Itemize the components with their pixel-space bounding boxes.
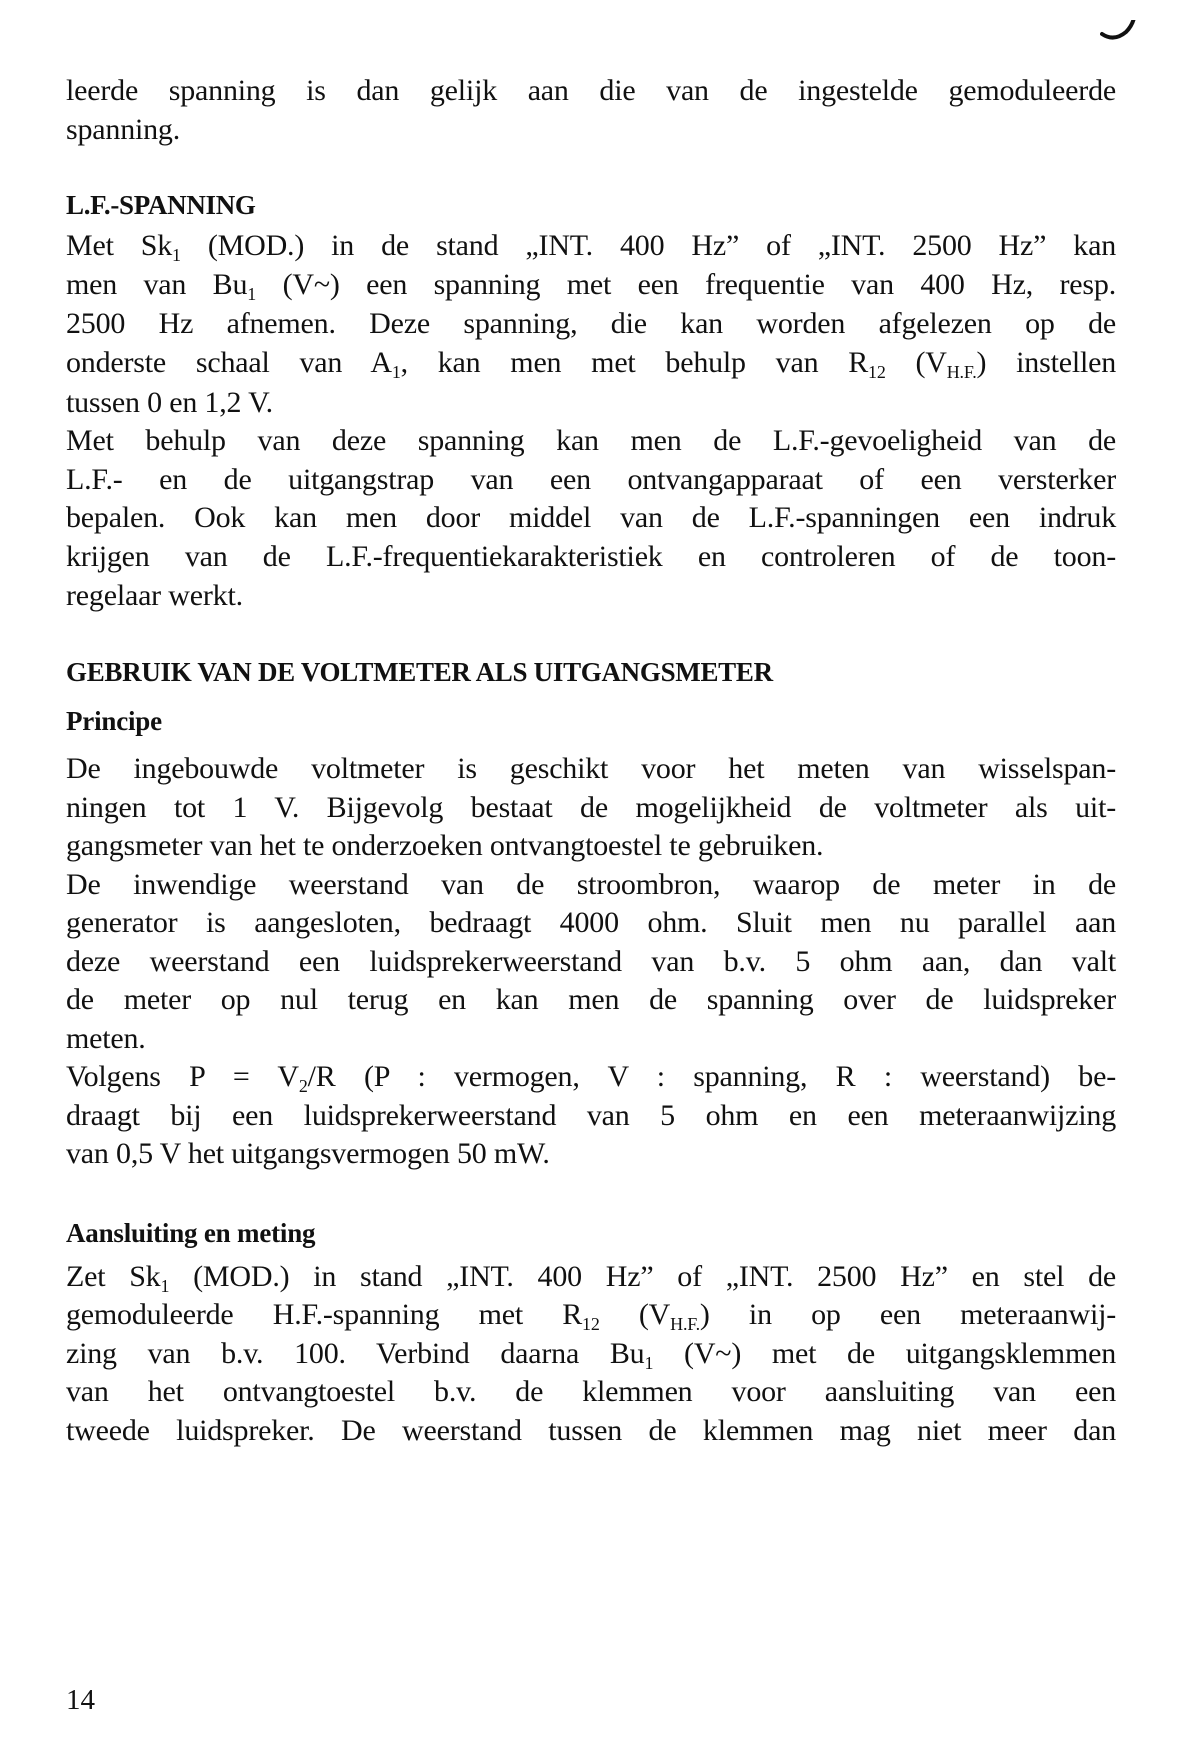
- body-text-line: deze weerstand een luidsprekerweerstand van b.v. 5 ohm aan, dan valt: [66, 945, 1116, 978]
- body-text-line: gangsmeter van het te onderzoeken ontvangtoestel te gebruiken.: [66, 829, 824, 862]
- body-text-line: zing van b.v. 100. Verbind daarna $Bu_1$ (V~) met de uitgangsklemmen: [66, 1337, 1116, 1373]
- subsection-heading-principe: Principe: [66, 706, 162, 736]
- body-text-line: meten.: [66, 1022, 146, 1055]
- body-text-line: tweede luidspreker. De weerstand tussen de klemmen mag niet meer dan: [66, 1414, 1116, 1447]
- body-text-line: regelaar werkt.: [66, 579, 243, 612]
- body-text-line: krijgen van de L.F.-frequentiekarakteristiek en controleren of de toon-: [66, 540, 1116, 573]
- body-text-line: Volgens $P = V_2/R$ (P : vermogen, V : spanning, R : weerstand) be-: [66, 1060, 1116, 1096]
- body-text-line: onderste schaal van $A_1$, kan men met behulp van $R_{12}$ $(V_{H.F.})$ instellen: [66, 346, 1116, 382]
- section-heading-lf-spanning: L.F.-SPANNING: [66, 190, 256, 220]
- body-text-line: van 0,5 V het uitgangsvermogen 50 mW.: [66, 1137, 550, 1170]
- body-text-line: draagt bij een luidsprekerweerstand van 5 ohm en een meteraanwijzing: [66, 1099, 1116, 1132]
- body-text-line: bepalen. Ook kan men door middel van de L.F.-spanningen een indruk: [66, 501, 1116, 534]
- body-text-line: de meter op nul terug en kan men de spanning over de luidspreker: [66, 983, 1116, 1016]
- body-text-line: van het ontvangtoestel b.v. de klemmen voor aansluiting van een: [66, 1375, 1116, 1408]
- body-text-line: Met behulp van deze spanning kan men de L.F.-gevoeligheid van de: [66, 424, 1116, 457]
- body-text-line: 2500 Hz afnemen. Deze spanning, die kan worden afgelezen op de: [66, 307, 1116, 340]
- body-text-line: ningen tot 1 V. Bijgevolg bestaat de mogelijkheid de voltmeter als uit-: [66, 791, 1116, 824]
- body-text-line: Zet $Sk_1$ (MOD.) in stand „INT. 400 Hz” of „INT. 2500 Hz” en stel de: [66, 1260, 1117, 1296]
- body-text-line: De ingebouwde voltmeter is geschikt voor het meten van wisselspan-: [66, 752, 1116, 785]
- page-number: 14: [66, 1684, 95, 1716]
- body-text-line: spanning.: [66, 113, 181, 146]
- body-text-line: leerde spanning is dan gelijk aan die van de ingestelde gemoduleerde: [66, 74, 1116, 107]
- body-text-line: Met $Sk_1$ (MOD.) in de stand „INT. 400 Hz” of „INT. 2500 Hz” kan: [66, 229, 1116, 265]
- body-text-line: men van $Bu_1$ (V~) een spanning met een frequentie van 400 Hz, resp.: [66, 268, 1116, 304]
- body-text-line: De inwendige weerstand van de stroombron, waarop de meter in de: [66, 868, 1116, 901]
- body-text-line: L.F.- en de uitgangstrap van een ontvangapparaat of een versterker: [66, 463, 1116, 496]
- section-heading-voltmeter: GEBRUIK VAN DE VOLTMETER ALS UITGANGSMETER: [66, 657, 773, 687]
- body-text-line: gemoduleerde H.F.-spanning met $R_{12}$ $(V_{H.F.})$ in op een meteraanwij-: [66, 1298, 1117, 1334]
- pen-stroke-mark-icon: [1100, 20, 1140, 60]
- body-text-line: generator is aangesloten, bedraagt 4000 ohm. Sluit men nu parallel aan: [66, 906, 1116, 939]
- body-text-line: tussen 0 en 1,2 V.: [66, 386, 273, 419]
- subsection-heading-aansluiting: Aansluiting en meting: [66, 1218, 316, 1248]
